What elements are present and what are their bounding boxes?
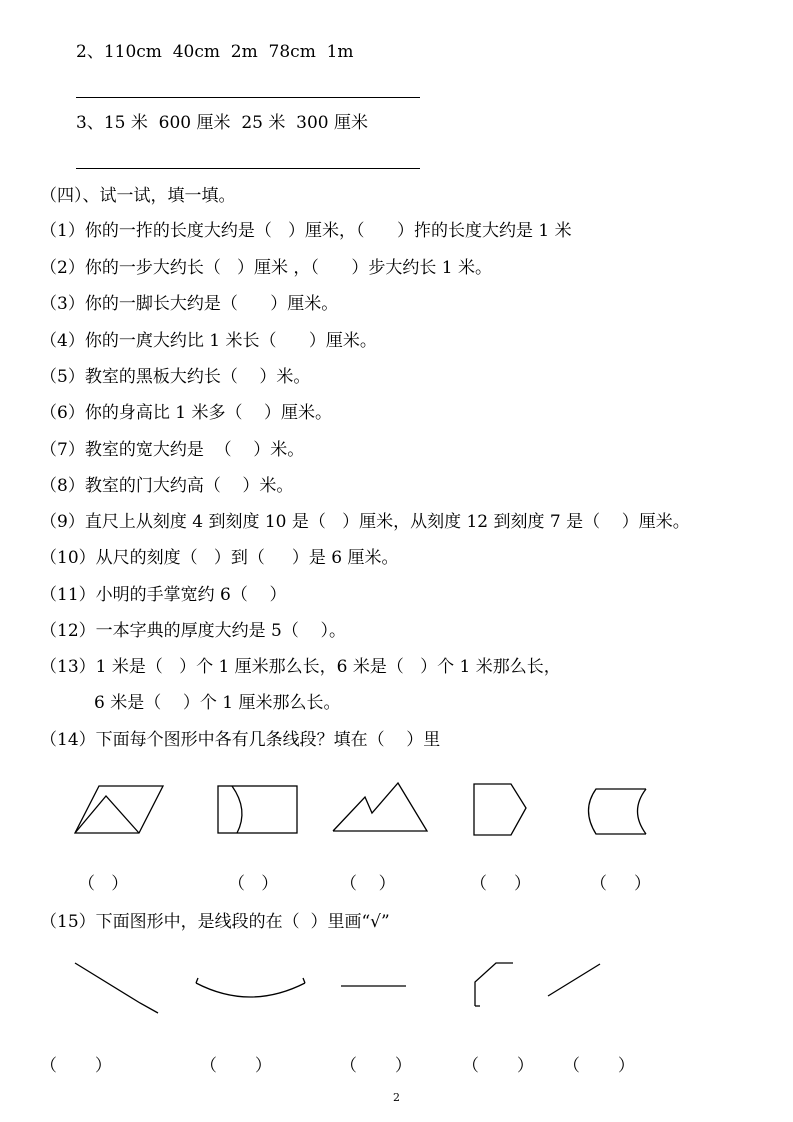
figure-answer-blank-1[interactable]: （ ） bbox=[78, 874, 129, 894]
figure-answer-blank-5[interactable]: （ ） bbox=[590, 874, 652, 894]
broken-line-figure bbox=[475, 963, 513, 1006]
question-6: （6）你的身高比 1 米多（ ）厘米。 bbox=[40, 403, 333, 423]
question-13-line-1: （13）1 米是（ ）个 1 厘米那么长，6 米是（ ）个 1 米那么长， bbox=[40, 657, 561, 677]
page-number: 2 bbox=[393, 1091, 400, 1104]
question-9: （9）直尺上从刻度 4 到刻度 10 是（ ）厘米，从刻度 12 到刻度 7 是（ ）厘米。 bbox=[40, 512, 690, 532]
rectangle-with-curve-figure bbox=[218, 786, 297, 833]
question-15: （15）下面图形中，是线段的在（ ）里画“√” bbox=[40, 912, 390, 932]
segment-answer-blank-5[interactable]: （ ） bbox=[563, 1056, 635, 1076]
question-1: （1）你的一拃的长度大约是（ ）厘米，（ ）拃的长度大约是 1 米 bbox=[40, 221, 572, 241]
segment-answer-blank-1[interactable]: （ ） bbox=[40, 1056, 112, 1076]
question-4: （4）你的一庹大约比 1 米长（ ）厘米。 bbox=[40, 331, 377, 351]
section-heading: （四）、试一试，填一填。 bbox=[40, 186, 236, 206]
question-13-line-2: 6 米是（ ）个 1 厘米那么长。 bbox=[94, 693, 341, 713]
question-11: （11）小明的手掌宽约 6（ ） bbox=[40, 585, 287, 605]
zigzag-triangle-figure bbox=[333, 783, 427, 831]
arc-figure bbox=[196, 978, 305, 997]
slanted-segment-figure bbox=[548, 964, 600, 996]
segment-answer-blank-2[interactable]: （ ） bbox=[200, 1056, 272, 1076]
exercise-3: 3、15 米 600 厘米 25 米 300 厘米 bbox=[76, 113, 369, 133]
question-14: （14）下面每个图形中各有几条线段？填在（ ）里 bbox=[40, 730, 441, 750]
parallelogram-figure bbox=[75, 786, 163, 833]
figure-answer-blank-3[interactable]: （ ） bbox=[340, 874, 396, 894]
bent-line-figure bbox=[75, 963, 158, 1013]
pentagon-figure bbox=[474, 784, 526, 835]
question-5: （5）教室的黑板大约长（ ）米。 bbox=[40, 367, 311, 387]
open-curved-shape-figure bbox=[589, 789, 647, 834]
figure-answer-blank-4[interactable]: （ ） bbox=[470, 874, 532, 894]
question-8: （8）教室的门大约高（ ）米。 bbox=[40, 476, 294, 496]
question-7: （7）教室的宽大约是 （ ）米。 bbox=[40, 440, 305, 460]
segment-answer-blank-4[interactable]: （ ） bbox=[462, 1056, 534, 1076]
question-3: （3）你的一脚长大约是（ ）厘米。 bbox=[40, 294, 339, 314]
segment-answer-blank-3[interactable]: （ ） bbox=[340, 1056, 412, 1076]
question-10: （10）从尺的刻度（ ）到（ ）是 6 厘米。 bbox=[40, 548, 399, 568]
question-2: （2）你的一步大约长（ ）厘米 ，（ ）步大约长 1 米。 bbox=[40, 258, 492, 278]
figure-answer-blank-2[interactable]: （ ） bbox=[228, 874, 279, 894]
question-12: （12）一本字典的厚度大约是 5（ ）。 bbox=[40, 621, 346, 641]
exercise-2: 2、110cm 40cm 2m 78cm 1m bbox=[76, 42, 354, 62]
